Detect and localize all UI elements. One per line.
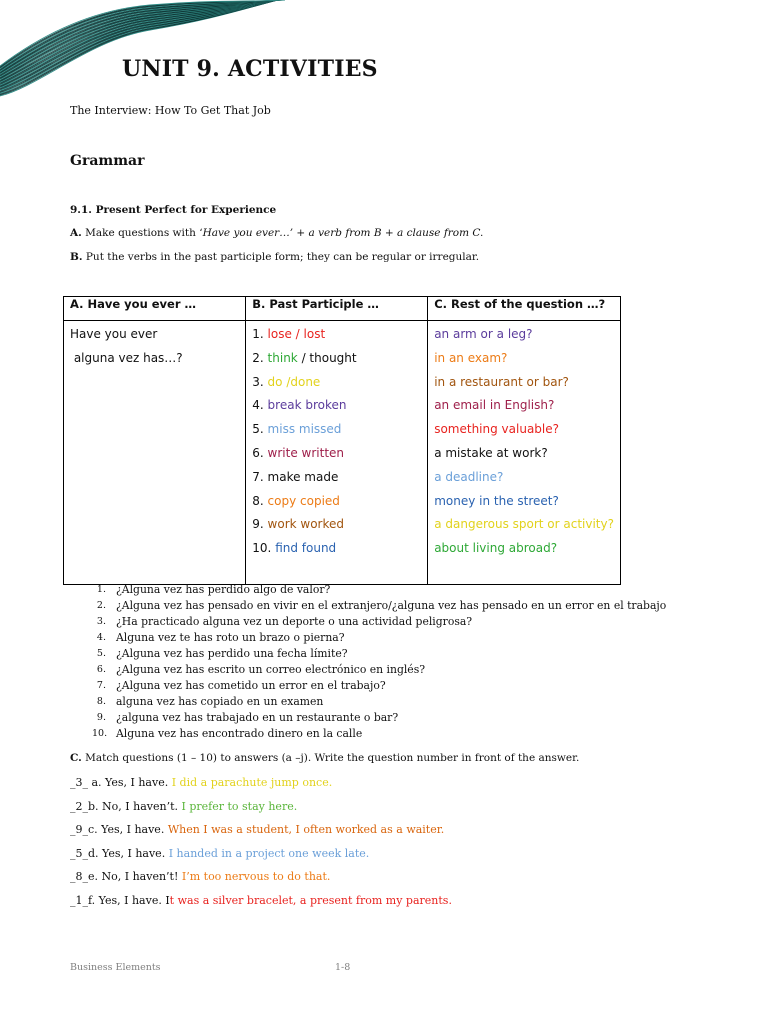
list-item (92, 614, 666, 630)
list-item-text: Alguna vez has encontrado dinero en la calle (116, 727, 363, 740)
question-ending: a dangerous sport or activity? (434, 517, 614, 532)
list-item-text: ¿Alguna vez has pensado en vivir en el extranjero/¿alguna vez has pensado en un error en el trabajo (116, 599, 667, 612)
instruction-c (70, 752, 579, 764)
past-participle-item (252, 513, 421, 537)
item-number: 2. (252, 350, 268, 365)
list-item-number: 6. (96, 664, 106, 675)
footer-page-number: 1-8 (335, 962, 351, 973)
answer-text: I prefer to stay here. (181, 799, 298, 813)
list-item (92, 694, 666, 710)
verb-form: do /done (267, 374, 321, 389)
verb-table (63, 296, 621, 585)
table-cell-rest-of-question (428, 321, 621, 585)
verb-form: / thought (297, 350, 357, 365)
list-item-number: 3. (96, 616, 106, 627)
list-item (92, 646, 666, 662)
instruction-a-italic: Have you ever…’ + a verb from B + a clause from C. (202, 227, 484, 239)
list-item-number: 9. (96, 712, 106, 723)
answer-row (70, 845, 452, 869)
verb-form: break broken (267, 398, 347, 413)
list-item-text: ¿alguna vez has trabajado en un restaurante o bar? (116, 711, 399, 724)
answer-text: I did a parachute jump once. (171, 776, 333, 789)
answer-row (70, 798, 452, 822)
past-participle-item (252, 466, 421, 490)
instruction-a-text: Make questions with ‘ (81, 227, 203, 239)
list-item-number: 7. (96, 680, 106, 691)
item-number: 5. (252, 422, 268, 437)
list-item-text: ¿Ha practicado alguna vez un deporte o una actividad peligrosa? (116, 615, 473, 628)
item-number: 7. (252, 469, 268, 484)
item-number: 8. (252, 493, 268, 508)
list-item-text: Alguna vez te has roto un brazo o pierna? (116, 631, 345, 644)
answer-prefix: _9_c. Yes, I have. (70, 823, 168, 837)
verb-form: find found (275, 541, 337, 556)
instruction-a-label: A. (70, 227, 82, 239)
answer-text: t was a silver bracelet, a present from my parents. (169, 893, 452, 907)
list-item-number: 2. (96, 600, 106, 611)
list-item-number: 8. (96, 696, 106, 707)
list-item-text: ¿Alguna vez has perdido algo de valor? (116, 583, 331, 596)
answer-list (70, 774, 452, 916)
verb-form: think (267, 350, 298, 365)
past-participle-item (252, 347, 421, 371)
verb-form: work worked (267, 517, 345, 532)
answer-row (70, 821, 452, 845)
past-participle-item (252, 418, 421, 442)
col-a-line: Have you ever (70, 327, 158, 341)
past-participle-item (252, 537, 421, 561)
question-ending: something valuable? (434, 422, 560, 437)
item-number: 9. (252, 517, 268, 532)
list-item-text: ¿Alguna vez has escrito un correo electrónico en inglés? (116, 663, 426, 676)
question-ending: an email in English? (434, 398, 555, 413)
question-ending: a mistake at work? (434, 445, 548, 460)
question-ending: about living abroad? (434, 541, 558, 556)
answer-text: When I was a student, I often worked as a waiter. (167, 823, 445, 837)
translation-list (92, 582, 666, 742)
page-subtitle: The Interview: How To Get That Job (70, 104, 271, 117)
table-cell-have-you-ever (64, 321, 246, 585)
list-item-text: alguna vez has copiado en un examen (116, 695, 324, 708)
list-item (92, 662, 666, 678)
table-header-c: C. Rest of the question …? (428, 297, 621, 321)
decorative-wave-graphic (0, 0, 290, 100)
table-header-b: B. Past Participle … (246, 297, 428, 321)
verb-form: miss missed (267, 422, 342, 437)
answer-prefix: _5_d. Yes, I have. (70, 846, 169, 860)
table-header-a: A. Have you ever … (64, 297, 246, 321)
list-item (92, 630, 666, 646)
verb-form: lose / lost (267, 327, 326, 341)
col-a-line: alguna vez has…? (70, 350, 183, 365)
past-participle-item (252, 442, 421, 466)
list-item (92, 726, 666, 742)
instruction-b-label: B. (70, 251, 83, 263)
page-title: UNIT 9. ACTIVITIES (122, 56, 378, 82)
answer-row (70, 774, 452, 798)
question-ending: money in the street? (434, 493, 559, 508)
item-number: 4. (252, 398, 268, 413)
verb-form: write written (267, 445, 345, 460)
past-participle-item (252, 371, 421, 395)
instruction-c-text: Match questions (1 – 10) to answers (a –j). Write the question number in front of the answer. (81, 752, 580, 764)
footer-left: Business Elements (70, 962, 161, 973)
section-heading: Grammar (70, 153, 145, 169)
item-number: 3. (252, 374, 268, 389)
verb-form: make made (267, 469, 339, 484)
answer-prefix: _2_b. No, I haven’t. (70, 799, 182, 813)
table-row (64, 321, 621, 585)
list-item-text: ¿Alguna vez has perdido una fecha límite? (116, 647, 348, 660)
table-header-row (64, 297, 621, 321)
list-item (92, 710, 666, 726)
list-item-number: 10. (92, 728, 108, 739)
answer-prefix: _1_f. Yes, I have. I (70, 893, 170, 907)
answer-prefix: _8_e. No, I haven’t! (70, 870, 182, 884)
list-item (92, 582, 666, 598)
list-item-number: 4. (96, 632, 106, 643)
answer-prefix: _3_ a. Yes, I have. (70, 776, 172, 789)
question-ending: in a restaurant or bar? (434, 374, 569, 389)
answer-text: I handed in a project one week late. (168, 846, 370, 860)
list-item-text: ¿Alguna vez has cometido un error en el trabajo? (116, 679, 386, 692)
list-item (92, 678, 666, 694)
item-number: 10. (252, 541, 276, 556)
past-participle-item (252, 490, 421, 514)
question-ending: in an exam? (434, 350, 508, 365)
subsection-heading: 9.1. Present Perfect for Experience (70, 204, 277, 216)
item-number: 6. (252, 445, 268, 460)
answer-row (70, 892, 452, 916)
list-item (92, 598, 666, 614)
answer-row (70, 868, 452, 892)
instruction-b-text: Put the verbs in the past participle form; they can be regular or irregular. (82, 251, 480, 263)
past-participle-item (252, 394, 421, 418)
past-participle-item (252, 323, 421, 347)
table-cell-past-participle (246, 321, 428, 585)
answer-text: I’m too nervous to do that. (181, 870, 331, 884)
list-item-number: 5. (96, 648, 106, 659)
question-ending: an arm or a leg? (434, 327, 533, 341)
instruction-b (70, 251, 479, 263)
list-item-number: 1. (96, 584, 106, 595)
instruction-c-label: C. (70, 752, 82, 764)
verb-form: copy copied (267, 493, 340, 508)
item-number: 1. (252, 327, 268, 341)
instruction-a (70, 227, 483, 239)
question-ending: a deadline? (434, 469, 504, 484)
